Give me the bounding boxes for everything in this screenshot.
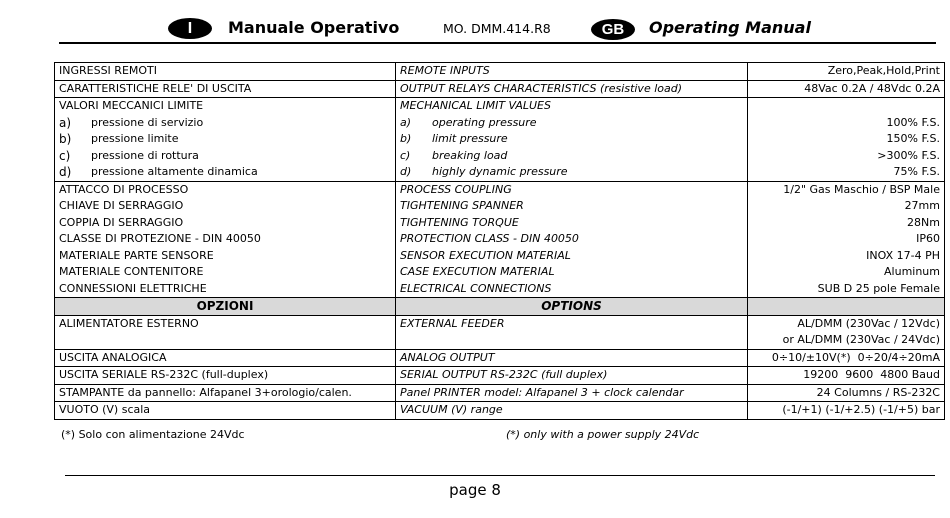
label-it: ALIMENTATORE ESTERNO — [55, 315, 396, 349]
document-code: MO. DMM.414.R8 — [443, 21, 551, 36]
label-en: REMOTE INPUTS — [396, 63, 748, 81]
label-en: PROCESS COUPLING TIGHTENING SPANNER TIGHTENING TORQUE PROTECTION CLASS - DIN 40050 SENSOR EXECUTION MATERIAL CASE EXECUTION MATERIAL ELECTRICAL CONNECTIONS — [396, 181, 748, 298]
page-header — [0, 14, 950, 44]
label-en: SERIAL OUTPUT RS-232C (full duplex) — [396, 367, 748, 385]
value: 100% F.S. 150% F.S. >300% F.S. 75% F.S. — [748, 98, 945, 182]
list-item: d) pressione altamente dinamica — [59, 165, 258, 179]
english-language-badge: GB — [591, 19, 635, 40]
table-row-output-relays — [55, 80, 945, 98]
label-it: USCITA SERIALE RS-232C (full-duplex) — [55, 367, 396, 385]
footer-divider — [65, 475, 935, 476]
footnote-italian: (*) Solo con alimentazione 24Vdc — [61, 428, 245, 441]
value: (-1/+1) (-1/+2.5) (-1/+5) bar — [748, 402, 945, 420]
footnote-english: (*) only with a power supply 24Vdc — [506, 428, 700, 441]
title-english: Operating Manual — [649, 18, 811, 37]
value: 1/2" Gas Maschio / BSP Male 27mm 28Nm IP60 INOX 17-4 PH Aluminum SUB D 25 pole Female — [748, 181, 945, 298]
header-divider — [59, 42, 936, 44]
label-it: STAMPANTE da pannello: Alfapanel 3+orologio/calen. — [55, 384, 396, 402]
table-row-specs — [55, 181, 945, 298]
list-item: c) breaking load — [400, 148, 508, 162]
table-row-vacuum — [55, 402, 945, 420]
table-row-remote-inputs — [55, 63, 945, 81]
page-number: page 8 — [449, 481, 501, 499]
label-en: VACUUM (V) range — [396, 402, 748, 420]
list-item: d) highly dynamic pressure — [400, 165, 568, 178]
options-heading-it: OPZIONI — [55, 298, 396, 316]
label-it: VUOTO (V) scala — [55, 402, 396, 420]
list-item: c) pressione di rottura — [59, 148, 199, 163]
options-header-row — [55, 298, 945, 316]
value: AL/DMM (230Vac / 12Vdc) or AL/DMM (230Vac / 24Vdc) — [748, 315, 945, 349]
label-en: ANALOG OUTPUT — [396, 349, 748, 367]
value: 24 Columns / RS-232C — [748, 384, 945, 402]
label-it: ATTACCO DI PROCESSO CHIAVE DI SERRAGGIO COPPIA DI SERRAGGIO CLASSE DI PROTEZIONE - DIN 40050 MATERIALE PARTE SENSORE MATERIALE CONTENITORE CONNESSIONI ELETTRICHE — [55, 181, 396, 298]
options-heading-en: OPTIONS — [396, 298, 748, 316]
label-en — [396, 98, 748, 182]
italian-language-badge: I — [168, 18, 212, 39]
label-it: USCITA ANALOGICA — [55, 349, 396, 367]
label-en: EXTERNAL FEEDER — [396, 315, 748, 349]
list-item: a) operating pressure — [400, 115, 537, 129]
value: 19200 9600 4800 Baud — [748, 367, 945, 385]
label-it: INGRESSI REMOTI — [55, 63, 396, 81]
list-item: b) limit pressure — [400, 132, 508, 145]
table-row-serial-output — [55, 367, 945, 385]
table-row-analog-output — [55, 349, 945, 367]
options-heading-value — [748, 298, 945, 316]
list-item: a) pressione di servizio — [59, 115, 204, 130]
value: 0÷10/±10V(*) 0÷20/4÷20mA — [748, 349, 945, 367]
specification-table — [54, 62, 945, 420]
label-it — [55, 98, 396, 182]
table-row-external-feeder — [55, 315, 945, 349]
label-it: CARATTERISTICHE RELE' DI USCITA — [55, 80, 396, 98]
table-row-printer — [55, 384, 945, 402]
list-item: b) pressione limite — [59, 132, 179, 146]
section-title: MECHANICAL LIMIT VALUES — [400, 99, 551, 112]
value: 48Vac 0.2A / 48Vdc 0.2A — [748, 80, 945, 98]
label-en: OUTPUT RELAYS CHARACTERISTICS (resistive load) — [396, 80, 748, 98]
title-italian: Manuale Operativo — [228, 18, 400, 37]
section-title: VALORI MECCANICI LIMITE — [59, 99, 204, 112]
label-en: Panel PRINTER model: Alfapanel 3 + clock calendar — [396, 384, 748, 402]
table-row-mechanical-limits — [55, 98, 945, 182]
value: Zero,Peak,Hold,Print — [748, 63, 945, 81]
